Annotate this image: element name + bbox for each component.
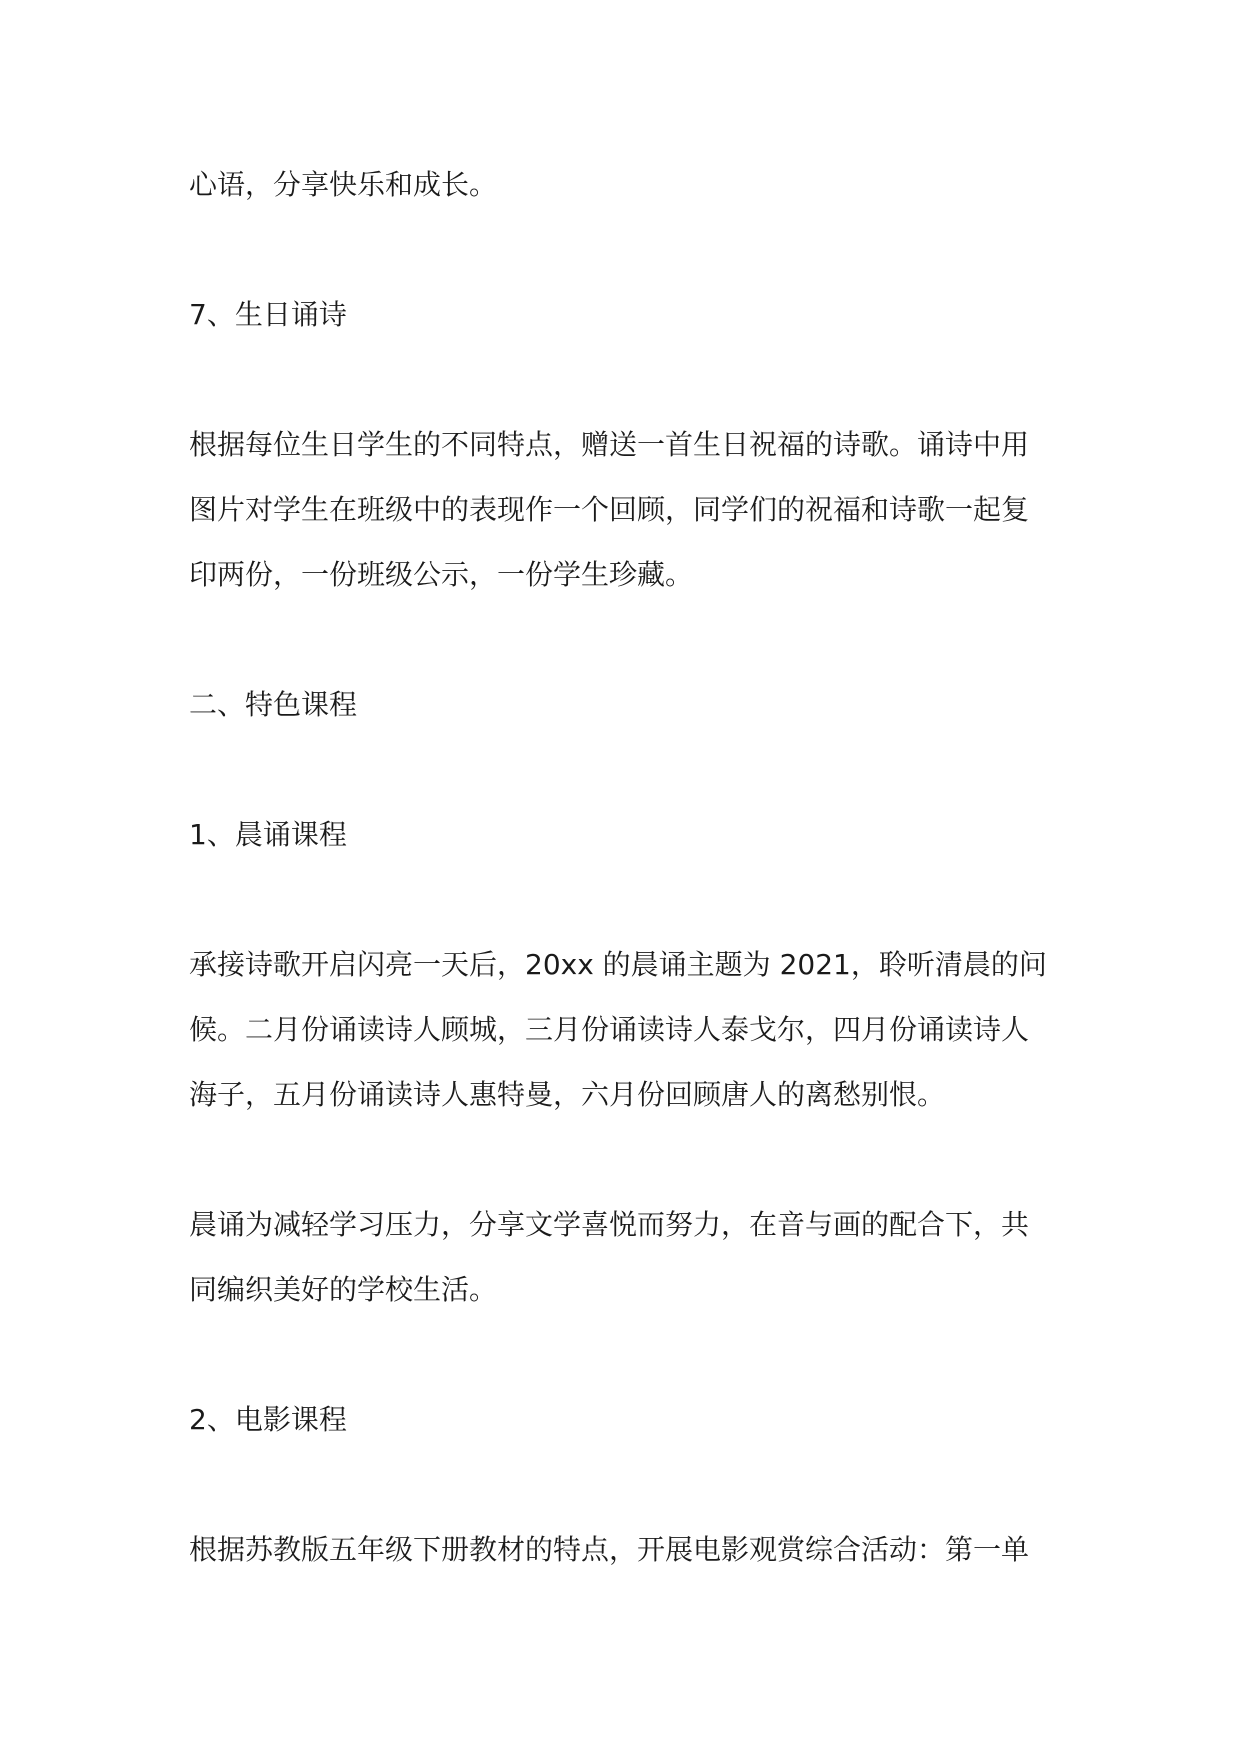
section-heading: 二、特色课程 [189, 688, 358, 721]
paragraph-line: 根据苏教版五年级下册教材的特点，开展电影观赏综合活动：第一单 [189, 1533, 1030, 1566]
paragraph-line: 晨诵为减轻学习压力，分享文学喜悦而努力，在音与画的配合下，共 [189, 1208, 1030, 1241]
paragraph-line: 候。二月份诵读诗人顾城，三月份诵读诗人泰戈尔，四月份诵读诗人 [189, 1013, 1030, 1046]
section-heading: 2、电影课程 [189, 1403, 347, 1436]
section-heading: 1、晨诵课程 [189, 818, 347, 851]
paragraph-line: 印两份，一份班级公示，一份学生珍藏。 [189, 558, 694, 591]
paragraph-line: 心语，分享快乐和成长。 [189, 168, 498, 201]
paragraph-line: 根据每位生日学生的不同特点，赠送一首生日祝福的诗歌。诵诗中用 [189, 428, 1030, 461]
paragraph-line: 同编织美好的学校生活。 [189, 1273, 498, 1306]
section-heading: 7、生日诵诗 [189, 298, 347, 331]
paragraph-line: 图片对学生在班级中的表现作一个回顾，同学们的祝福和诗歌一起复 [189, 493, 1030, 526]
paragraph-line: 海子，五月份诵读诗人惠特曼，六月份回顾唐人的离愁别恨。 [189, 1078, 946, 1111]
paragraph-line: 承接诗歌开启闪亮一天后，20xx 的晨诵主题为 2021，聆听清晨的问 [189, 948, 1047, 981]
